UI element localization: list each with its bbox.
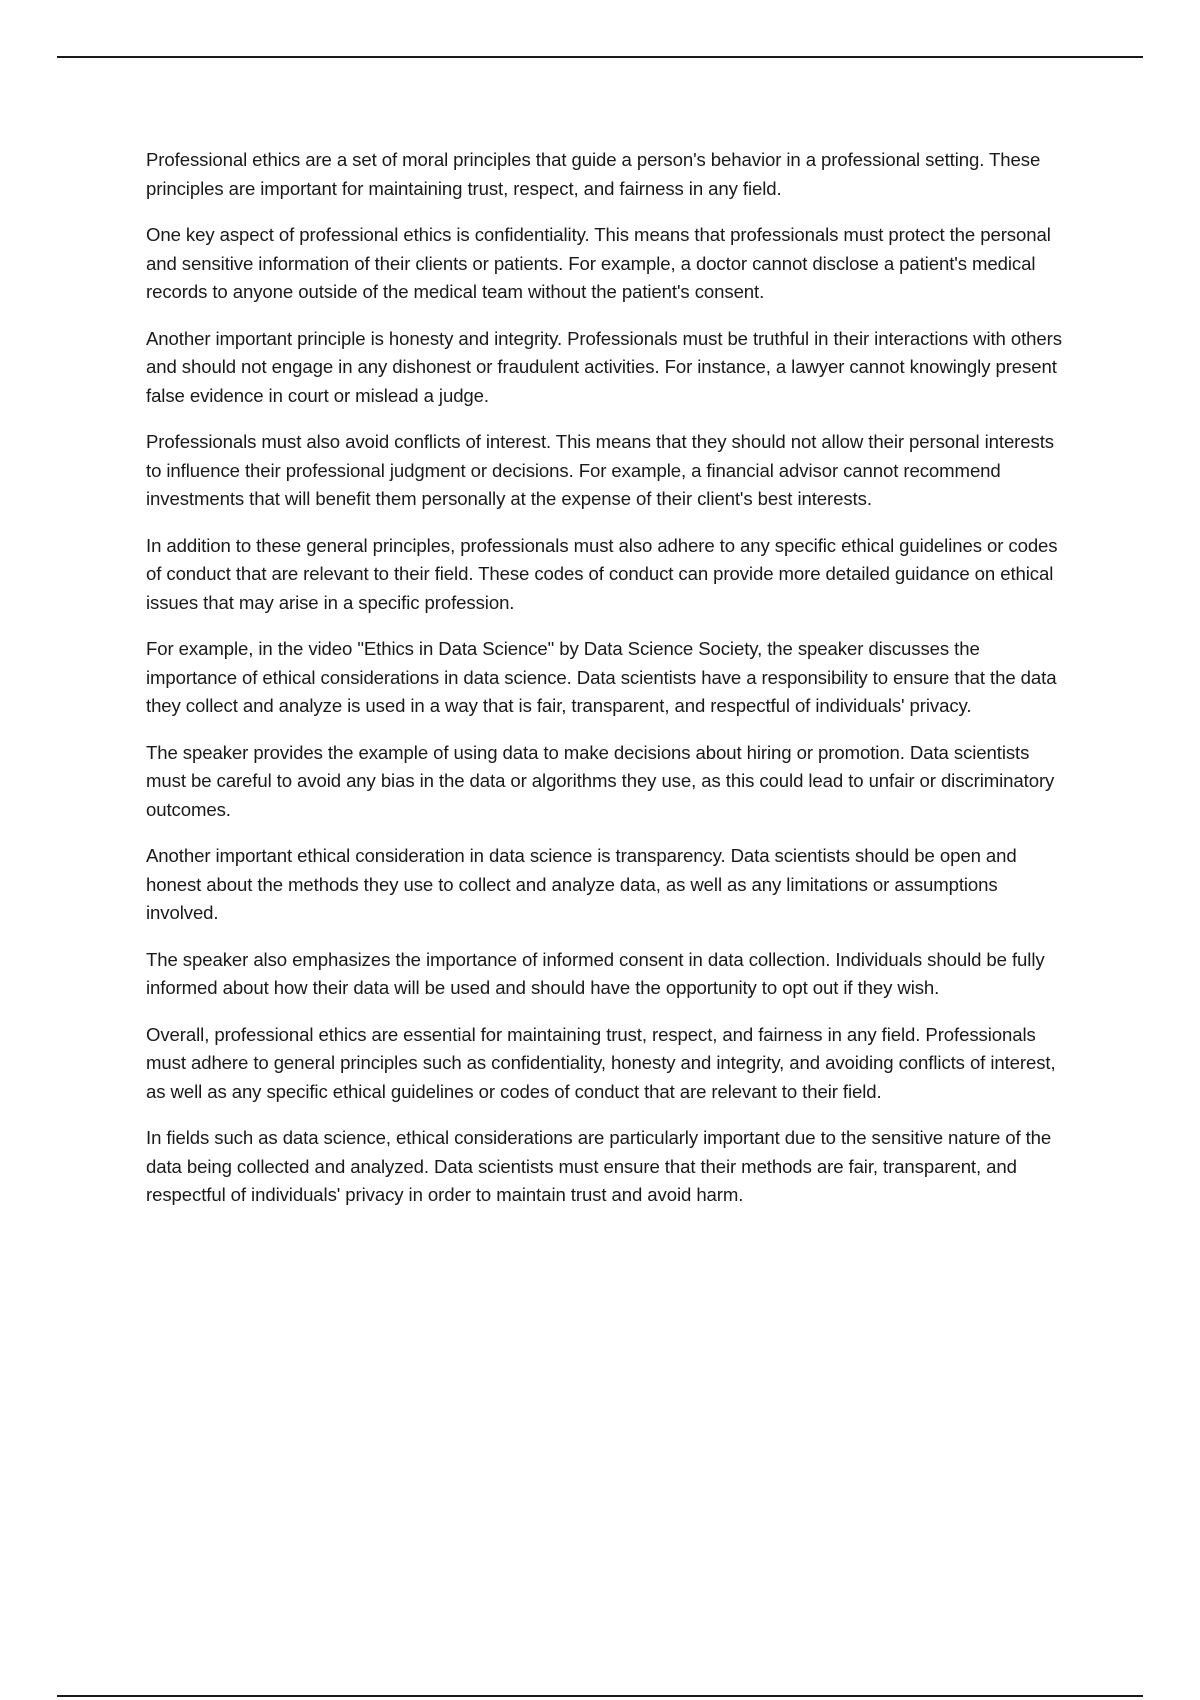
- paragraph-conflicts-of-interest: Professionals must also avoid conflicts of interest. This means that they should not allow their personal interests to influence their professional judgment or decisions. For example, a financial advisor cannot recommend investments that will benefit them personally at the expense of their client's best interests.: [146, 431, 1054, 509]
- paragraph-honesty-integrity: Another important principle is honesty and integrity. Professionals must be truthful in their interactions with others and should not engage in any dishonest or fraudulent activities. For instance, a lawyer cannot knowingly present false evidence in court or mislead a judge.: [146, 327, 1062, 406]
- paragraph-data-science-video: For example, in the video "Ethics in Data Science" by Data Science Society, the speaker discusses the importance of ethical considerations in data science. Data scientists have a responsibility to ensure that the data they collect and analyze is used in a way that is fair, transparent, and respectful of individuals' privacy.: [146, 638, 1057, 716]
- paragraph-conclusion: In fields such as data science, ethical considerations are particularly important due to the sensitive nature of the data being collected and analyzed. Data scientists must ensure that their methods are fair, transparent, and respectful of individuals' privacy in order to maintain trust and avoid harm.: [146, 1127, 1052, 1205]
- paragraph-hiring-bias: The speaker provides the example of using data to make decisions about hiring or promotion. Data scientists must be careful to avoid any bias in the data or algorithms they use, as this could lead to unfair or discriminatory outcomes.: [146, 741, 1055, 820]
- paragraph-overall: Overall, professional ethics are essential for maintaining trust, respect, and fairness in any field. Professionals must adhere to general principles such as confidentiality, honesty and integrity, and avoiding conflicts of interest, as well as any specific ethical guidelines or codes of conduct that are relevant to their field.: [146, 1023, 1056, 1102]
- document-body: [146, 146, 1066, 1228]
- paragraph-intro: Professional ethics are a set of moral principles that guide a person's behavior in a professional setting. These principles are important for maintaining trust, respect, and fairness in any field.: [146, 149, 1041, 199]
- paragraph-confidentiality: One key aspect of professional ethics is confidentiality. This means that professionals must protect the personal and sensitive information of their clients or patients. For example, a doctor cannot disclose a patient's medical records to anyone outside of the medical team without the patient's consent.: [146, 224, 1051, 302]
- footer-rule: [57, 1695, 1143, 1697]
- paragraph-transparency: Another important ethical consideration in data science is transparency. Data scientists should be open and honest about the methods they use to collect and analyze data, as well as any limitations or assumptions involved.: [146, 845, 1017, 923]
- paragraph-informed-consent: The speaker also emphasizes the importance of informed consent in data collection. Individuals should be fully informed about how their data will be used and should have the opportunity to opt out if they wish.: [146, 948, 1045, 998]
- header-rule: [57, 56, 1143, 58]
- paragraph-codes-of-conduct: In addition to these general principles, professionals must also adhere to any specific ethical guidelines or codes of conduct that are relevant to their field. These codes of conduct can provide more detailed guidance on ethical issues that may arise in a specific profession.: [146, 534, 1058, 613]
